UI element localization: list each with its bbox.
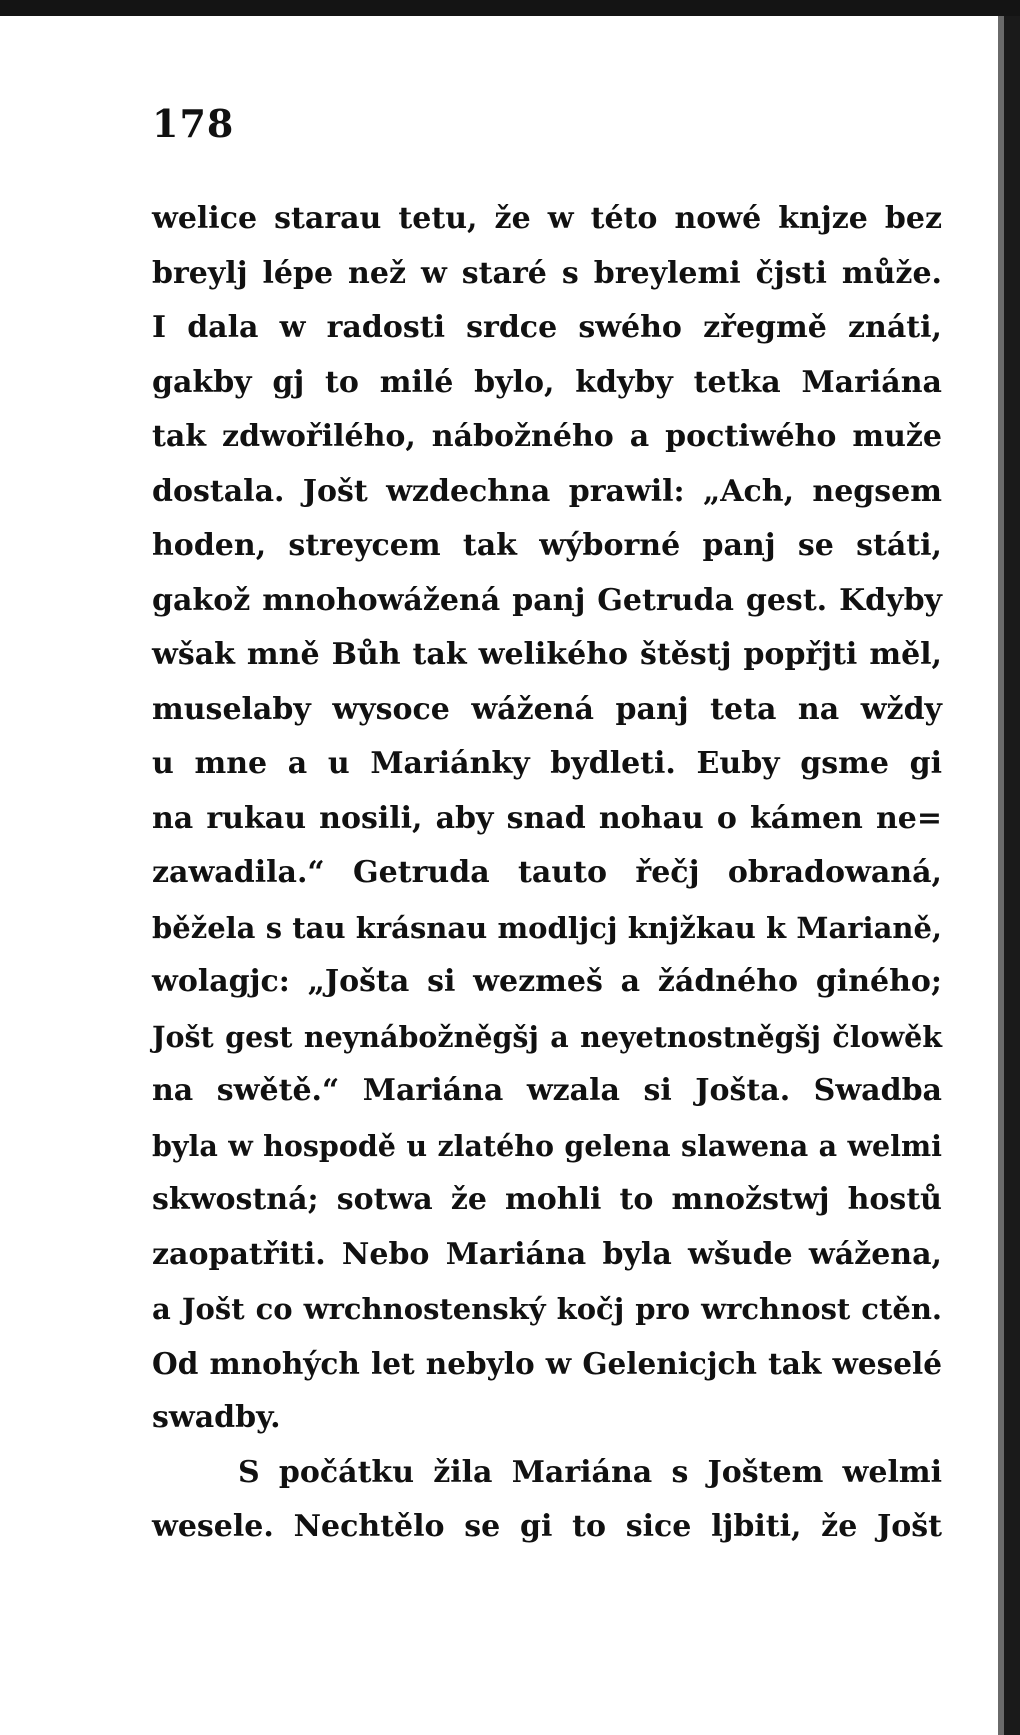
text-line: welice starau tetu, že w této nowé knjze bez bbox=[152, 201, 942, 236]
text-line: wšak mně Bůh tak welikého štěstj popřjti měl, bbox=[152, 637, 942, 672]
text-line: a Jošt co wrchnostenský kočj pro wrchnost ctěn. bbox=[152, 1292, 942, 1326]
text-line: skwostná; sotwa že mohli to množstwj hostů bbox=[152, 1182, 942, 1217]
text-line: na swětě.“ Mariána wzala si Jošta. Swadba bbox=[152, 1073, 942, 1108]
text-line: wesele. Nechtělo se gi to sice ljbiti, že Jošt bbox=[152, 1509, 942, 1544]
text-line: byla w hospodě u zlatého gelena slawena a welmi bbox=[152, 1128, 942, 1163]
text-line: hoden, streycem tak wýborné panj se státi, bbox=[152, 528, 942, 563]
text-line: gakož mnohowážená panj Getruda gest. Kdyby bbox=[152, 582, 942, 618]
text-line: muselaby wysoce wážená panj teta na wždy bbox=[152, 691, 942, 727]
body-text bbox=[152, 192, 942, 1555]
text-line: gakby gj to milé bylo, kdyby tetka Mariána bbox=[152, 364, 942, 400]
text-line: Od mnohých let nebylo w Gelenicjch tak weselé bbox=[152, 1345, 942, 1381]
text-line: tak zdwořilého, nábožného a poctiwého muže bbox=[152, 419, 942, 454]
scan-right-shadow bbox=[1004, 0, 1020, 1735]
page-number: 178 bbox=[152, 101, 235, 146]
text-line: u mne a u Mariánky bydleti. Euby gsme gi bbox=[152, 746, 942, 781]
text-line: wolagjc: „Jošta si wezmeš a žádného giného; bbox=[152, 964, 942, 999]
text-line: dostala. Jošt wzdechna prawil: „Ach, negsem bbox=[152, 473, 942, 509]
text-line: Jošt gest neynábožněgšj a neyetnostněgšj člowěk bbox=[152, 1019, 942, 1054]
paragraph-first-line: S počátku žila Mariána s Joštem welmi bbox=[238, 1454, 942, 1490]
text-line: běžela s tau krásnau modljcj knjžkau k Marianě, bbox=[152, 910, 942, 945]
text-line: na rukau nosili, aby snad nohau o kámen ne= bbox=[152, 800, 942, 836]
text-line: zaopatřiti. Nebo Mariána byla wšude wážena, bbox=[152, 1236, 942, 1272]
scan-top-shadow bbox=[0, 0, 1020, 16]
book-page bbox=[0, 16, 998, 1735]
text-line: zawadila.“ Getruda tauto řečj obradowaná, bbox=[152, 855, 942, 890]
text-line: swadby. bbox=[152, 1400, 281, 1435]
text-line: breylj lépe než w staré s breylemi čjsti může. bbox=[152, 255, 942, 291]
text-line: I dala w radosti srdce swého zřegmě znáti, bbox=[152, 310, 942, 345]
